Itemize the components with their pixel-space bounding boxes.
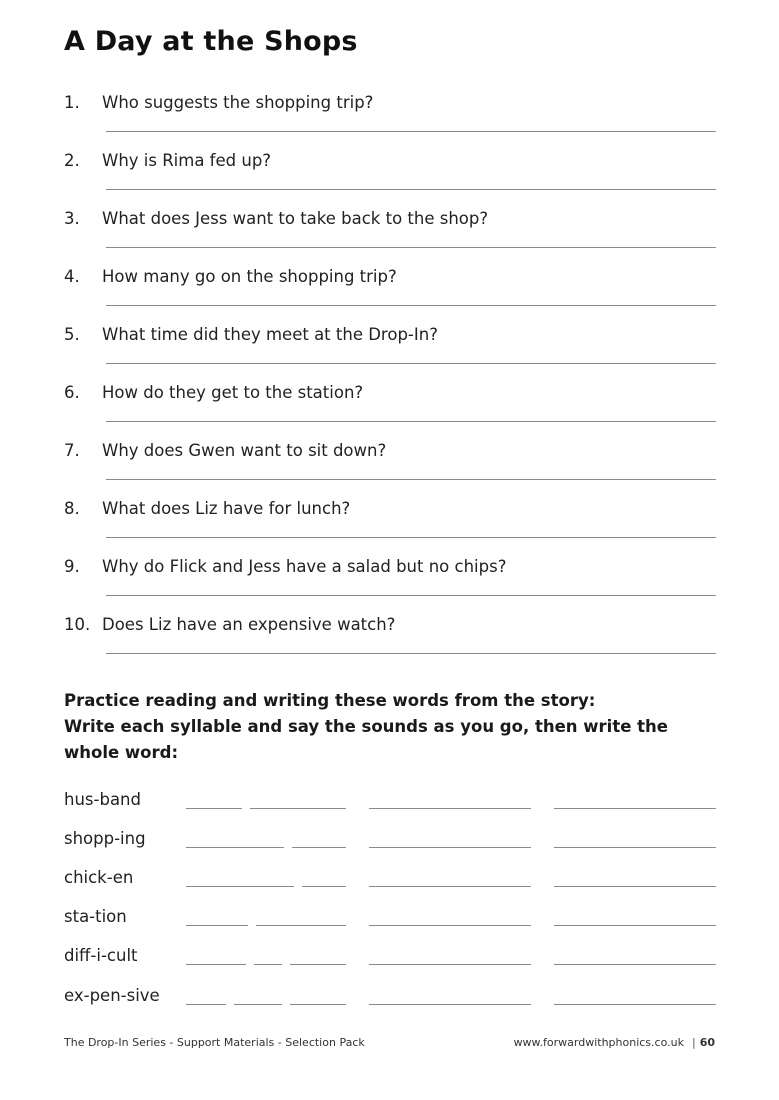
word-row (64, 907, 716, 937)
syllable-blank[interactable] (250, 808, 346, 809)
syllable-blank[interactable] (186, 925, 248, 926)
word-label: hus-band (64, 790, 141, 809)
answer-line[interactable] (106, 595, 716, 596)
syllable-blank[interactable] (186, 808, 242, 809)
question-number: 1. (64, 93, 80, 112)
question-number: 3. (64, 209, 80, 228)
question-item (64, 151, 716, 209)
whole-word-blank[interactable] (554, 847, 716, 848)
page-title: A Day at the Shops (64, 26, 358, 57)
question-number: 8. (64, 499, 80, 518)
word-label: diff-i-cult (64, 946, 138, 965)
instructions-line: whole word: (64, 743, 179, 762)
instructions-line: Practice reading and writing these words from the story: (64, 691, 596, 710)
syllable-blank[interactable] (290, 1004, 346, 1005)
question-item (64, 441, 716, 499)
question-text: How do they get to the station? (102, 383, 364, 402)
question-number: 10. (64, 615, 91, 634)
whole-word-blank[interactable] (554, 886, 716, 887)
write-word-blank[interactable] (369, 1004, 531, 1005)
question-item (64, 209, 716, 267)
answer-line[interactable] (106, 421, 716, 422)
question-number: 4. (64, 267, 80, 286)
question-number: 9. (64, 557, 80, 576)
question-text: Who suggests the shopping trip? (102, 93, 374, 112)
question-item (64, 383, 716, 441)
instructions (64, 688, 724, 766)
syllable-blank[interactable] (186, 847, 284, 848)
whole-word-blank[interactable] (554, 925, 716, 926)
syllable-blank[interactable] (292, 847, 346, 848)
question-text: Why does Gwen want to sit down? (102, 441, 387, 460)
answer-line[interactable] (106, 131, 716, 132)
write-word-blank[interactable] (369, 886, 531, 887)
syllable-blank[interactable] (186, 1004, 226, 1005)
question-item (64, 325, 716, 383)
word-label: sta-tion (64, 907, 127, 926)
syllable-blank[interactable] (186, 886, 294, 887)
write-word-blank[interactable] (369, 964, 531, 965)
answer-line[interactable] (106, 363, 716, 364)
page-number: 60 (699, 1036, 715, 1049)
footer-right (514, 1036, 715, 1049)
question-text: What does Liz have for lunch? (102, 499, 351, 518)
syllable-blank[interactable] (290, 964, 346, 965)
write-word-blank[interactable] (369, 925, 531, 926)
word-label: ex-pen-sive (64, 986, 160, 1005)
question-number: 2. (64, 151, 80, 170)
question-text: Why is Rima fed up? (102, 151, 272, 170)
write-word-blank[interactable] (369, 847, 531, 848)
answer-line[interactable] (106, 479, 716, 480)
question-number: 7. (64, 441, 80, 460)
word-row (64, 790, 716, 820)
question-item (64, 499, 716, 557)
question-text: What time did they meet at the Drop-In? (102, 325, 438, 344)
whole-word-blank[interactable] (554, 964, 716, 965)
question-item (64, 93, 716, 151)
syllable-blank[interactable] (302, 886, 346, 887)
answer-line[interactable] (106, 189, 716, 190)
word-row (64, 868, 716, 898)
whole-word-blank[interactable] (554, 808, 716, 809)
answer-line[interactable] (106, 653, 716, 654)
answer-line[interactable] (106, 247, 716, 248)
question-text: Does Liz have an expensive watch? (102, 615, 396, 634)
word-label: chick-en (64, 868, 134, 887)
syllable-blank[interactable] (254, 964, 282, 965)
question-item (64, 557, 716, 615)
word-row (64, 946, 716, 976)
question-text: What does Jess want to take back to the shop? (102, 209, 489, 228)
question-item (64, 267, 716, 325)
question-number: 5. (64, 325, 80, 344)
whole-word-blank[interactable] (554, 1004, 716, 1005)
syllable-blank[interactable] (234, 1004, 282, 1005)
question-item (64, 615, 716, 673)
word-row (64, 829, 716, 859)
instructions-line: Write each syllable and say the sounds as you go, then write the (64, 717, 668, 736)
footer-separator: | (691, 1036, 696, 1049)
question-text: How many go on the shopping trip? (102, 267, 397, 286)
write-word-blank[interactable] (369, 808, 531, 809)
question-text: Why do Flick and Jess have a salad but no chips? (102, 557, 507, 576)
word-label: shopp-ing (64, 829, 146, 848)
question-number: 6. (64, 383, 80, 402)
answer-line[interactable] (106, 537, 716, 538)
syllable-blank[interactable] (256, 925, 346, 926)
answer-line[interactable] (106, 305, 716, 306)
syllable-blank[interactable] (186, 964, 246, 965)
word-row (64, 986, 716, 1016)
footer-series-label: The Drop-In Series - Support Materials - Selection Pack (64, 1036, 365, 1049)
footer-website: www.forwardwithphonics.co.uk (513, 1036, 684, 1049)
